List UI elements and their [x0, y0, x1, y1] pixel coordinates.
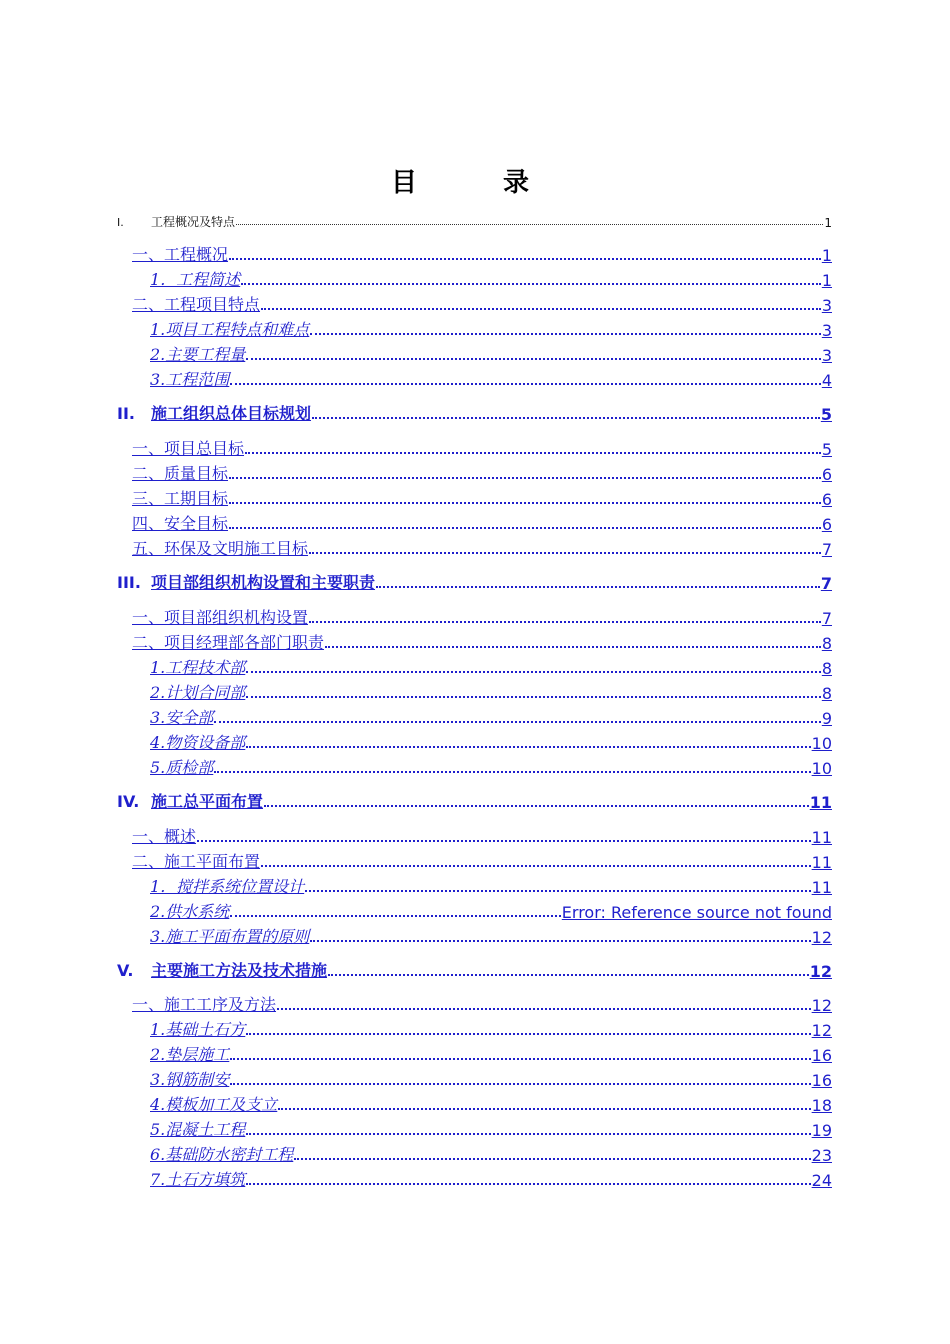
toc-entry-text: 2.计划合同部 [150, 683, 246, 702]
toc-page-number: 9 [821, 709, 832, 728]
toc-entry[interactable] [150, 1016, 832, 1040]
toc-entry[interactable] [132, 460, 832, 484]
toc-dot-leader [214, 771, 810, 773]
toc-entry-text: 四、安全目标 [132, 514, 229, 533]
toc-entry[interactable] [150, 1066, 832, 1090]
toc-entry[interactable] [150, 704, 832, 728]
toc-page-number: 11 [811, 853, 832, 872]
toc-page-number: 16 [811, 1046, 832, 1065]
toc-entry-text: 一、项目部组织机构设置 [132, 608, 309, 627]
toc-dot-leader [229, 258, 821, 260]
toc-entry-text: 3.安全部 [150, 708, 214, 727]
toc-page-number: 8 [821, 684, 832, 703]
toc-entry-chapter-4[interactable] [117, 788, 832, 812]
toc-page-number: 24 [811, 1171, 832, 1190]
toc-entry[interactable] [150, 1141, 832, 1165]
toc-entry[interactable] [150, 366, 832, 390]
toc-entry-text: 7.土石方填筑 [150, 1170, 246, 1189]
toc-entry-chapter-2[interactable] [117, 400, 832, 424]
toc-page-number: 5 [820, 405, 832, 424]
toc-entry-text: 三、工期目标 [132, 489, 229, 508]
toc-entry-text: 二、施工平面布置 [132, 852, 261, 871]
toc-entry-text: 4.物资设备部 [150, 733, 246, 752]
toc-dot-leader [229, 527, 821, 529]
toc-entry[interactable] [150, 923, 832, 947]
toc-dot-leader [229, 477, 821, 479]
toc-page-number: 11 [809, 793, 832, 812]
toc-dot-leader [278, 1108, 810, 1110]
toc-entry-text: 五、环保及文明施工目标 [132, 539, 309, 558]
toc-entry[interactable] [150, 1091, 832, 1115]
toc-entry[interactable] [132, 823, 832, 847]
toc-dot-leader [246, 358, 821, 360]
toc-page-number: 5 [821, 440, 832, 459]
toc-page-number: 12 [811, 1021, 832, 1040]
toc-dot-leader [246, 696, 821, 698]
toc-entry-text: 2.供水系统 [150, 902, 230, 921]
toc-page-number: 1 [821, 271, 832, 290]
toc-entry-text: 3.施工平面布置的原则 [150, 927, 310, 946]
toc-dot-leader [241, 283, 821, 285]
toc-entry-text: 一、施工工序及方法 [132, 995, 277, 1014]
toc-chapter-number: III. [117, 573, 141, 592]
toc-entry[interactable] [150, 898, 832, 922]
toc-entry-text: 5.质检部 [150, 758, 214, 777]
toc-entry[interactable] [150, 873, 832, 897]
toc-page-number: 7 [821, 609, 832, 628]
toc-entry[interactable] [150, 654, 832, 678]
toc-page-number: 10 [811, 759, 832, 778]
toc-page-number: 8 [821, 659, 832, 678]
toc-entry[interactable] [132, 485, 832, 509]
toc-entry[interactable] [132, 991, 832, 1015]
toc-entry[interactable] [132, 604, 832, 628]
toc-page-number: 7 [820, 574, 832, 593]
toc-page-number: 8 [821, 634, 832, 653]
toc-page-number: 6 [821, 515, 832, 534]
toc-page-number: 11 [811, 878, 832, 897]
toc-page-number: 7 [821, 540, 832, 559]
toc-dot-leader [230, 1058, 810, 1060]
toc-entry-text: 一、项目总目标 [132, 439, 245, 458]
toc-entry-text: 二、项目经理部各部门职责 [132, 633, 325, 652]
toc-entry[interactable] [132, 848, 832, 872]
toc-dot-leader [246, 746, 810, 748]
toc-page-number: 3 [821, 321, 832, 340]
toc-page-number: 23 [811, 1146, 832, 1165]
toc-dot-leader [277, 1008, 811, 1010]
toc-dot-leader [246, 1033, 810, 1035]
toc-entry[interactable] [132, 241, 832, 265]
toc-entry-chapter-5[interactable] [117, 957, 832, 981]
toc-dot-leader [230, 1083, 810, 1085]
toc-entry-text: 二、质量目标 [132, 464, 229, 483]
toc-page-number: 3 [821, 296, 832, 315]
toc-entry[interactable] [132, 535, 832, 559]
toc-dot-leader [236, 224, 823, 225]
toc-page-number: 1 [821, 246, 832, 265]
toc-entry[interactable] [150, 316, 832, 340]
toc-dot-leader [328, 974, 809, 976]
toc-entry-text: 1.基础土石方 [150, 1020, 246, 1039]
toc-entry[interactable] [132, 629, 832, 653]
toc-entry[interactable] [132, 435, 832, 459]
toc-chapter-number: IV. [117, 792, 140, 811]
toc-entry-text: 一、概述 [132, 827, 197, 846]
toc-dot-leader [229, 502, 821, 504]
toc-page-number: 4 [821, 371, 832, 390]
toc-dot-leader [376, 586, 820, 588]
toc-entry-text: 2.垫层施工 [150, 1045, 230, 1064]
toc-entry[interactable] [150, 341, 832, 365]
toc-entry[interactable] [132, 291, 832, 315]
toc-dot-leader [246, 1183, 810, 1185]
toc-dot-leader [261, 308, 821, 310]
toc-dot-leader [325, 646, 821, 648]
toc-entry-text: 5.混凝土工程 [150, 1120, 246, 1139]
toc-dot-leader [294, 1158, 810, 1160]
page-title: 目 录 [390, 168, 559, 198]
toc-page-number: 11 [811, 828, 832, 847]
toc-entry-text: 二、工程项目特点 [132, 295, 261, 314]
toc-entry[interactable] [150, 1041, 832, 1065]
toc-dot-leader [245, 452, 821, 454]
toc-page-number: 12 [811, 996, 832, 1015]
toc-dot-leader [261, 865, 811, 867]
toc-entry-text: 1.项目工程特点和难点 [150, 320, 310, 339]
toc-entry-text: 主要施工方法及技术措施 [151, 961, 328, 980]
toc-page-number-error: Error: Reference source not found [561, 903, 832, 922]
toc-page-number: 6 [821, 490, 832, 509]
toc-dot-leader [246, 1133, 810, 1135]
toc-entry-text: 1.工程技术部 [150, 658, 246, 677]
toc-entry-text: 1．搅拌系统位置设计 [150, 877, 305, 896]
toc-entry-chapter-1[interactable] [117, 206, 832, 230]
toc-dot-leader [230, 915, 561, 917]
toc-entry-text: 工程概况及特点 [151, 215, 236, 229]
toc-entry-text: 施工组织总体目标规划 [151, 404, 312, 423]
toc-entry-text: 6.基础防水密封工程 [150, 1145, 294, 1164]
toc-entry-text: 1．工程简述 [150, 270, 241, 289]
toc-entry-text: 2.主要工程量 [150, 345, 246, 364]
toc-entry-text: 3.工程范围 [150, 370, 230, 389]
toc-entry-text: 一、工程概况 [132, 245, 229, 264]
toc-dot-leader [264, 805, 809, 807]
toc-chapter-number: II. [117, 404, 135, 423]
toc-dot-leader [246, 671, 821, 673]
toc-page-number: 19 [811, 1121, 832, 1140]
toc-entry[interactable] [150, 266, 832, 290]
toc-dot-leader [310, 940, 810, 942]
toc-entry[interactable] [150, 679, 832, 703]
toc-entry-chapter-3[interactable] [117, 569, 832, 593]
toc-entry-text: 4.模板加工及支立 [150, 1095, 278, 1114]
toc-chapter-number: I. [117, 216, 124, 229]
toc-page-number: 12 [811, 928, 832, 947]
toc-page-number: 1 [824, 216, 832, 230]
toc-dot-leader [214, 721, 821, 723]
toc-page-number: 6 [821, 465, 832, 484]
toc-chapter-number: V. [117, 961, 134, 980]
toc-entry-text: 3.钢筋制安 [150, 1070, 230, 1089]
toc-dot-leader [230, 383, 821, 385]
toc-dot-leader [305, 890, 810, 892]
toc-page-number: 16 [811, 1071, 832, 1090]
toc-dot-leader [310, 333, 821, 335]
toc-entry[interactable] [150, 1116, 832, 1140]
toc-entry[interactable] [150, 729, 832, 753]
toc-page-number: 12 [809, 962, 832, 981]
toc-dot-leader [312, 417, 820, 419]
toc-entry[interactable] [150, 754, 832, 778]
toc-page-number: 10 [811, 734, 832, 753]
toc-entry-text: 施工总平面布置 [151, 792, 264, 811]
toc-entry-text: 项目部组织机构设置和主要职责 [151, 573, 376, 592]
toc-dot-leader [197, 840, 811, 842]
toc-entry[interactable] [132, 510, 832, 534]
toc-page-number: 3 [821, 346, 832, 365]
toc-page-number: 18 [811, 1096, 832, 1115]
toc-entry[interactable] [150, 1166, 832, 1190]
toc-dot-leader [309, 621, 821, 623]
toc-dot-leader [309, 552, 821, 554]
